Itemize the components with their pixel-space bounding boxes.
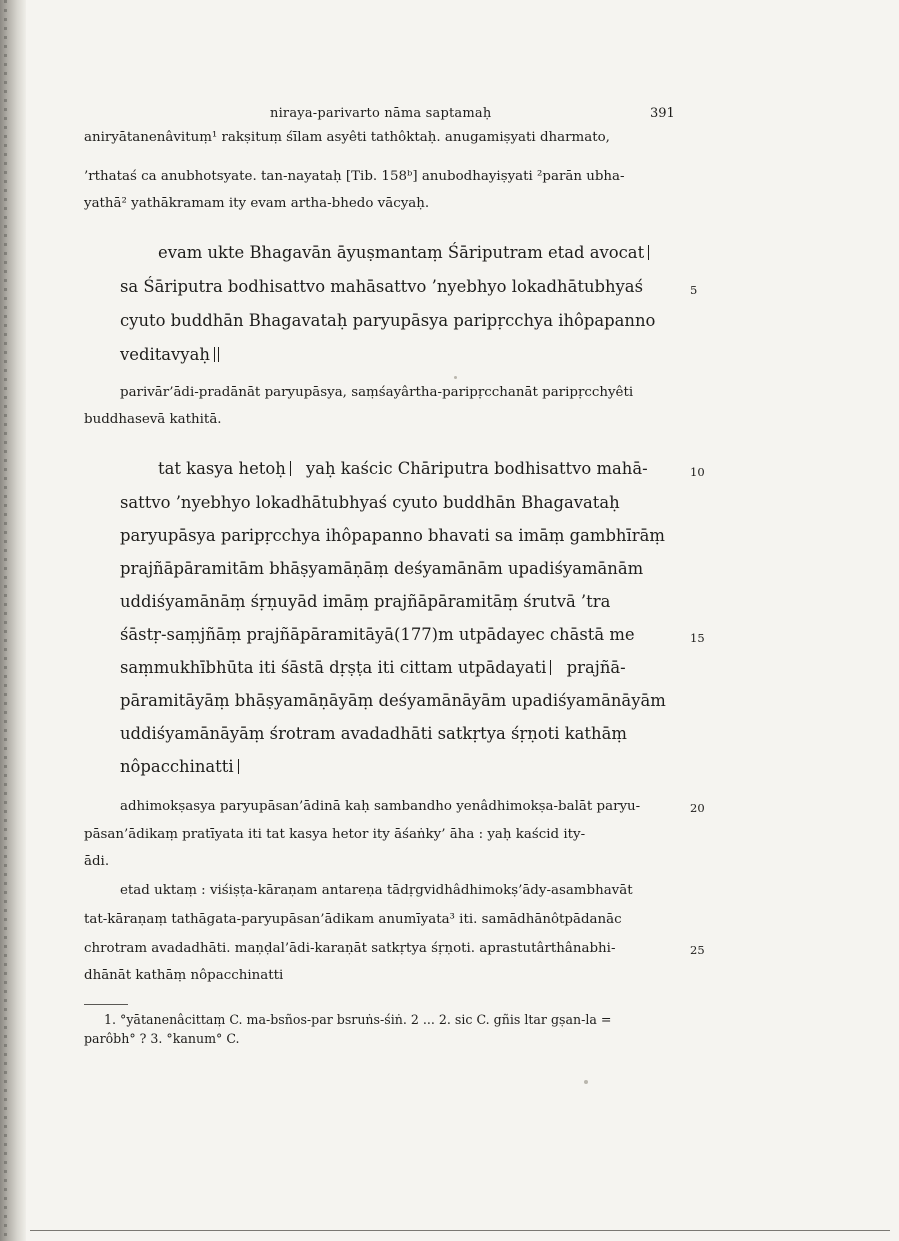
danda-mark xyxy=(550,660,551,675)
line-number: 5 xyxy=(690,283,698,297)
verse-line: sa Śāriputra bodhisattvo mahāsattvo ’nyebhyo lokadhātubhyaś xyxy=(120,277,643,296)
commentary-line: chrotram avadadhāti. maṇḍal’ādi-karaṇāt satkṛtya śṛṇoti. aprastutârthânabhi- xyxy=(84,941,616,956)
commentary-line: adhimokṣasya paryupāsan’ādinā kaḥ sambandho yenâdhimokṣa-balāt paryu- xyxy=(120,799,641,814)
verse-text: saṃmukhībhūta iti śāstā dṛṣṭa iti cittam utpādayati xyxy=(120,658,547,677)
commentary-line: parivār’ādi-pradānāt paryupāsya, saṃśayârtha-paripṛcchanāt paripṛcchyêti xyxy=(120,385,634,400)
commentary-line: yathā² yathākramam ity evam artha-bhedo vācyaḥ. xyxy=(84,196,430,211)
verse-text: yaḥ kaścic Chāriputra bodhisattvo mahā- xyxy=(306,459,648,478)
verse-line: sattvo ’nyebhyo lokadhātubhyaś cyuto buddhān Bhagavataḥ xyxy=(120,493,620,512)
verse-line: uddiśyamānāṃ śṛṇuyād imāṃ prajñāpāramitāṃ śrutvā ’tra xyxy=(120,592,611,611)
verse-text: tat kasya hetoḥ xyxy=(158,459,286,478)
verse-line: prajñāpāramitām bhāṣyamāṇāṃ deśyamānām upadiśyamānām xyxy=(120,559,644,578)
scan-speck xyxy=(454,376,457,379)
commentary-line: buddhasevā kathitā. xyxy=(84,412,222,427)
line-number: 10 xyxy=(690,465,705,479)
commentary-line: dhānāt kathāṃ nôpacchinatti xyxy=(84,968,284,983)
page-number: 391 xyxy=(650,106,675,121)
danda-mark xyxy=(238,759,239,774)
verse-text: nôpacchinatti xyxy=(120,757,234,776)
verse-line: śāstṛ-saṃjñāṃ prajñāpāramitāyā(177)m utpādayec chāstā me xyxy=(120,625,635,644)
verse-text: veditavyaḥ xyxy=(120,345,210,364)
verse-text: prajñā- xyxy=(566,658,626,677)
commentary-line: etad uktaṃ : viśiṣṭa-kāraṇam antareṇa tādṛgvidhâdhimokṣ’ādy-asambhavāt xyxy=(120,883,633,898)
verse-line: paryupāsya paripṛcchya ihôpapanno bhavati sa imāṃ gambhīrāṃ xyxy=(120,526,665,545)
commentary-line: ādi. xyxy=(84,854,110,869)
verse-line xyxy=(158,459,648,478)
danda-mark xyxy=(648,245,649,260)
verse-line xyxy=(120,757,239,776)
footnote-rule xyxy=(84,1004,128,1005)
commentary-line: ’rthataś ca anubhotsyate. tan-nayataḥ [Tib. 158ᵇ] anubodhayiṣyati ²parān ubha- xyxy=(84,169,625,184)
footnote-line: parôbh° ? 3. °kanum° C. xyxy=(84,1031,240,1046)
line-number: 25 xyxy=(690,943,705,957)
book-binding-edge xyxy=(0,0,26,1241)
verse-line: pāramitāyāṃ bhāṣyamāṇāyāṃ deśyamānāyām upadiśyamānāyām xyxy=(120,691,666,710)
running-head: niraya-parivarto nāma saptamaḥ xyxy=(270,106,492,121)
verse-line xyxy=(120,345,215,364)
verse-line xyxy=(120,658,626,677)
commentary-line: aniryātanenâvituṃ¹ rakṣituṃ śīlam asyêti tathôktaḥ. anugamiṣyati dharmato, xyxy=(84,130,610,145)
line-number: 20 xyxy=(690,801,705,815)
footnote-line: 1. °yātanenâcittaṃ C. ma-bsños-par bsruṅs-śiṅ. 2 ... 2. sic C. gñis ltar gṣan-la = xyxy=(104,1012,612,1027)
verse-text: evam ukte Bhagavān āyuṣmantaṃ Śāriputram etad avocat xyxy=(158,243,645,262)
page-bottom-edge xyxy=(30,1230,890,1231)
verse-line xyxy=(158,243,649,262)
scan-speck xyxy=(584,1080,588,1084)
verse-line: cyuto buddhān Bhagavataḥ paryupāsya paripṛcchya ihôpapanno xyxy=(120,311,656,330)
verse-line: uddiśyamānāyāṃ śrotram avadadhāti satkṛtya śṛṇoti kathāṃ xyxy=(120,724,627,743)
line-number: 15 xyxy=(690,631,705,645)
danda-mark xyxy=(290,461,291,476)
double-danda-mark xyxy=(214,347,215,362)
commentary-line: tat-kāraṇaṃ tathāgata-paryupāsan’ādikam anumīyata³ iti. samādhānôtpādanāc xyxy=(84,912,622,927)
commentary-line: pāsan’ādikaṃ pratīyata iti tat kasya hetor ity āśaṅky’ āha : yaḥ kaścid ity- xyxy=(84,827,586,842)
